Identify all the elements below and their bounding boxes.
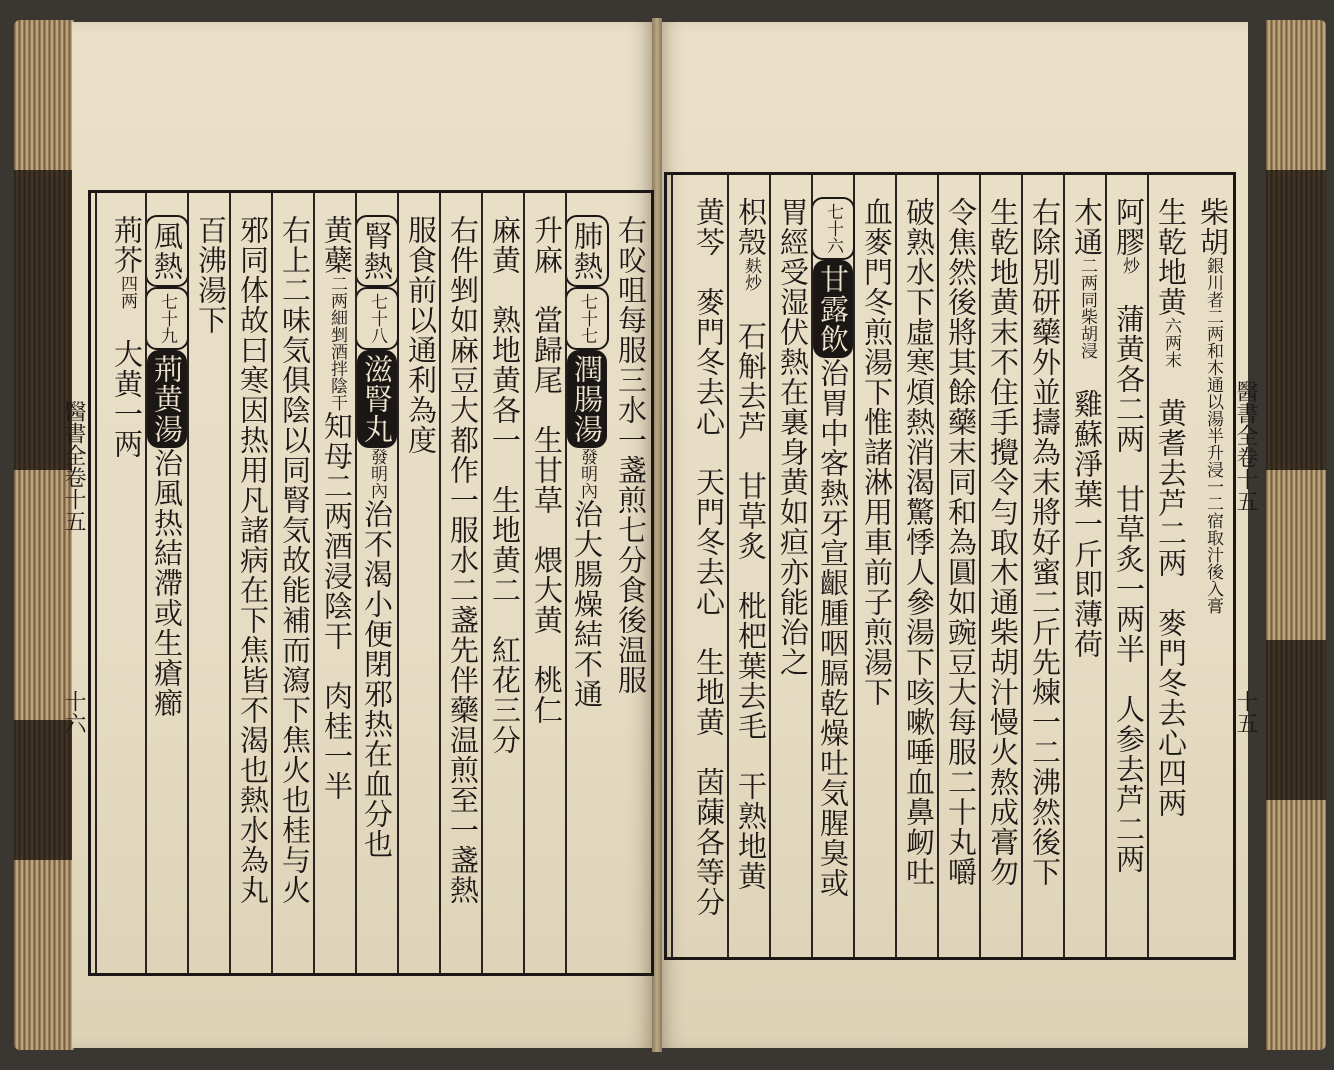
number-box: 七十六 [811,197,855,260]
left-text-frame [88,190,654,976]
right-text-frame [664,172,1236,960]
column-text: 蒲黄各二两 甘草炙一两半 人参去芦二两 [1112,304,1146,874]
column-text: 右除別研藥外並擣為末將好蜜二斤先煉一二沸然後下 [1028,197,1062,887]
column-text: 黄蘗 [320,215,354,275]
column-text: 服食前以通利為度 [404,215,438,455]
column-text: 治風热結滯或生瘡癤 [150,448,184,718]
column-text: 右上二味気俱陰以同腎気故能補而瀉下焦火也桂与火 [278,215,312,905]
column-text: 當歸尾 生甘草 煨大黄 桃仁 [530,305,564,725]
text-column [397,193,441,973]
column-text: 阿膠 [1112,197,1146,257]
text-column [1191,175,1233,957]
column-text: 雞蘇淨葉一斤即薄荷 [1070,389,1104,659]
column-text: 胃經受湿伏熱在裏身黄如疸亦能治之 [776,197,810,677]
edge-shadow-band [1266,170,1326,470]
left-fold-title: 醫書全卷十五 [61,400,86,532]
column-text: 麥門冬去心 天門冬去心 生地黄 茵蔯各等分 [692,287,726,917]
column-note: 四两 [117,275,137,309]
text-column [313,193,357,973]
column-text: 麻黄 [488,215,522,275]
column-text: 治胃中客熱牙宣齦腫咽膈乾燥吐気腥臭或 [816,358,850,898]
left-page-edges [14,20,74,1050]
column-text: 右㕮咀每服三 [614,215,648,395]
number-box: 七十八 [355,287,399,350]
column-text: 生乾地黄末不住手攪令勻取木通柴胡汁慢火熬成膏勿 [986,197,1020,887]
column-note: 六两末 [1161,317,1181,368]
text-column [1147,175,1191,957]
column-note: 麸炒 [741,257,761,291]
text-column [1105,175,1149,957]
text-column [1063,175,1107,957]
right-fold-title: 醫書全卷十五 [1233,380,1258,512]
column-text: 木通 [1070,197,1104,257]
right-fold-page: 十五 [1233,690,1258,734]
column-text: 百沸湯下 [194,215,228,335]
text-column [937,175,981,957]
column-text: 血麥門冬煎湯下惟諸淋用車前子煎湯下 [860,197,894,707]
number-box: 七十七 [565,287,609,350]
prescription-title: 荊黄湯 [147,350,187,448]
text-column [271,193,315,973]
column-text: 右件剉如麻豆大都作一服水二盞先伴藥温煎至一盞熱 [446,215,480,905]
text-column [895,175,939,957]
column-text: 令焦然後將其餘藥末同和為圓如豌豆大每服二十丸嚼 [944,197,978,887]
right-page-edges [1266,20,1326,1050]
column-text: 治不渴小便閉邪热在血分也 [360,499,394,859]
text-column [523,193,567,973]
column-text: 生乾地黄 [1154,197,1188,317]
text-column [811,175,855,957]
number-box: 七十九 [145,287,189,350]
text-column [565,193,609,973]
text-column [671,175,729,957]
text-column [355,193,399,973]
column-text: 柴胡 [1196,197,1230,257]
prescription-title: 甘露飲 [813,260,853,358]
column-note: 二两同柴胡浸 [1077,257,1097,359]
category-box: 肺熱 [565,215,609,287]
left-fold-page: 十六 [61,690,86,734]
category-box: 腎熱 [355,215,399,287]
text-column [229,193,273,973]
edge-shadow-band [1266,640,1326,800]
text-column [1021,175,1065,957]
column-text: 黄耆去芦二两 麥門冬去心四两 [1154,398,1188,818]
column-text: 水一盞煎七分食後温服 [614,395,648,695]
column-text: 石斛去芦 甘草炙 枇杷葉去毛 干熟地黄 [734,321,768,891]
text-column [439,193,483,973]
column-note: 炒 [1119,257,1139,274]
column-text: 枳殼 [734,197,768,257]
category-box: 風熱 [145,215,189,287]
text-column [979,175,1023,957]
column-text: 邪同体故曰寒因热用凡諸病在下焦皆不渴也熱水為丸 [236,215,270,905]
text-column [727,175,771,957]
column-text: 破熟水下虛寒煩熱消渴驚悸人參湯下咳嗽唾血鼻衂吐 [902,197,936,887]
text-column [853,175,897,957]
column-text: 荊芥 [110,215,144,275]
column-text: 大黄一两 [110,339,144,459]
column-text: 熟地黄各一 生地黄二 紅花三分 [488,305,522,755]
text-column [187,193,231,973]
column-text: 知母二两酒浸陰干 肉桂一半 [320,411,354,801]
column-text: 治大腸燥結不通 [570,499,604,709]
column-note: 發明內 [577,448,597,499]
prescription-title: 滋腎丸 [357,350,397,448]
text-column [95,193,147,973]
prescription-title: 潤腸湯 [567,350,607,448]
column-text: 升麻 [530,215,564,275]
text-column [609,193,651,973]
column-note: 發明內 [367,448,387,499]
text-column [145,193,189,973]
edge-shadow-band [14,720,74,860]
column-note: 二两細剉酒拌陰干 [327,275,347,411]
column-text: 黄芩 [692,197,726,257]
column-note: 銀川者二两和木通以湯半升浸一二宿取汁後入膏 [1203,257,1223,614]
text-column [481,193,525,973]
text-column [769,175,813,957]
